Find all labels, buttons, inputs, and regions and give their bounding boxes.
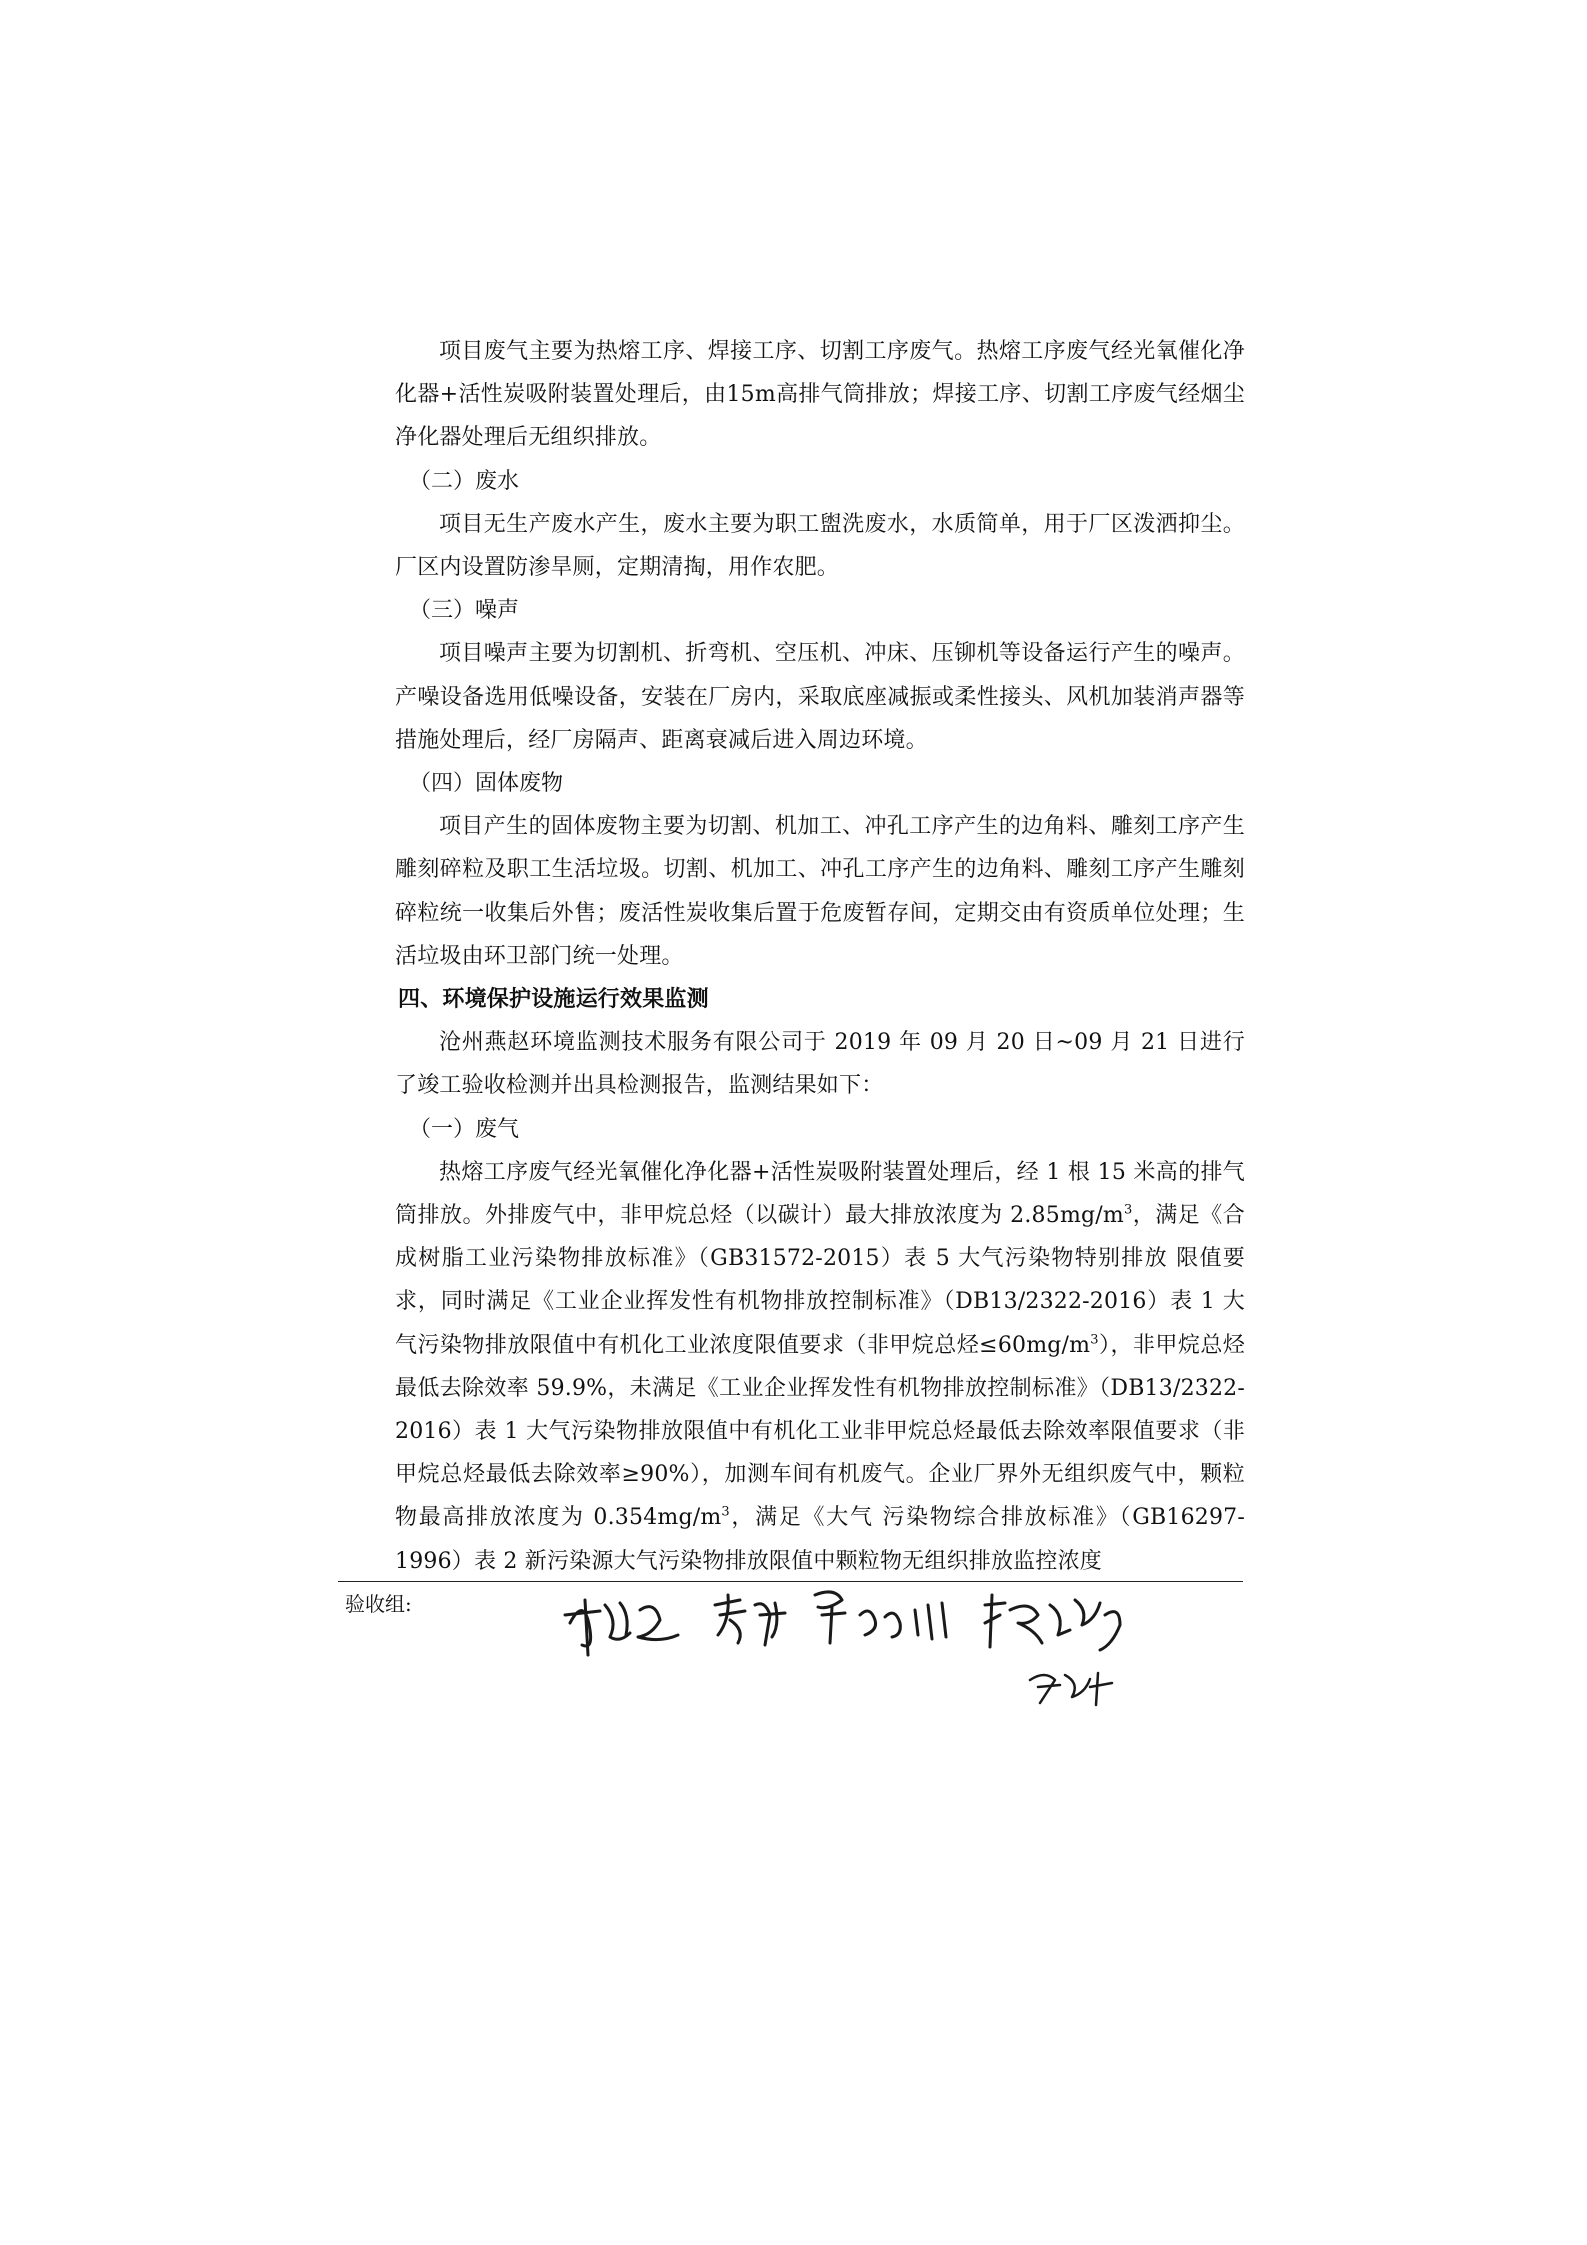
paragraph-noise: 项目噪声主要为切割机、折弯机、空压机、冲床、压铆机等设备运行产生的噪声。产噪设备选用低噪设备，安装在厂房内，采取底座减振或柔性接头、风机加装消声器等措施处理后，经厂房隔声、距离衰减后进入周边环境。 [395, 641, 1245, 753]
paragraph-solid-waste: 项目产生的固体废物主要为切割、机加工、冲孔工序产生的边角料、雕刻工序产生雕刻碎粒及职工生活垃圾。切割、机加工、冲孔工序产生的边角料、雕刻工序产生雕刻碎粒统一收集后外售；废活性炭收集后置于危废暂存间，定期交由有资质单位处理；生活垃圾由环卫部门统一处理。 [395, 814, 1245, 969]
superscript-3: 3 [1090, 1332, 1099, 1348]
superscript-3: 3 [1123, 1202, 1133, 1218]
section-title-monitoring: 四、环境保护设施运行效果监测 [398, 987, 709, 1013]
handwritten-signatures [560, 1575, 1200, 1715]
paragraph-wastewater: 项目无生产废水产生，废水主要为职工盥洗废水，水质简单，用于厂区泼洒抑尘。厂区内设置防渗旱厕，定期清掏，用作农肥。 [395, 511, 1245, 581]
heading-solid-waste: （四）固体废物 [409, 771, 564, 797]
exhaust-results-part-a: 热熔工序废气经光氧催化净化器+活性炭吸附装置处理后，经 1 根 15 米高的排气筒排放。外排废气中，非甲烷总烃（以碳计）最大排放浓度为 2.85mg/m [395, 1159, 1245, 1229]
signature-5 [1030, 1673, 1112, 1705]
heading-wastewater: （二）废水 [409, 468, 520, 494]
document-body [395, 330, 1245, 1583]
paragraph-exhaust-results [395, 1151, 1245, 1583]
signature-1 [565, 1600, 678, 1655]
exhaust-results-part-b: ，满足《合成树脂工业污染物排放标准》（GB31572-2015）表 5 大气污染物特别排放 限值要求，同时满足《工业企业挥发性有机物排放控制标准》（DB13/2322-2016）表 1 大气污染物排放限值中有机化工业浓度限值要求（非甲烷总烃≤60mg/m [395, 1203, 1245, 1358]
signature-2 [715, 1595, 785, 1645]
exhaust-results-part-d: ，满足《大气 污染物综合排放标准》（GB16297-1996）表 2 新污染源大气污染物排放限值中颗粒物无组织排放监控浓度 [395, 1505, 1246, 1574]
acceptance-group-label: 验收组: [345, 1592, 412, 1616]
exhaust-results-part-c: ），非甲烷总烃最低去除效率 59.9%，未满足《工业企业挥发性有机物排放控制标准》（DB13/2322-2016）表 1 大气污染物排放限值中有机化工业非甲烷总烃最低去除效率限值要求（非甲烷总烃最低去除效率≥90%），加测车间有机废气。企业厂界外无组织废气中，颗粒物最高排放浓度为 0.354mg/m [395, 1332, 1245, 1531]
superscript-3: 3 [721, 1505, 730, 1521]
paragraph-monitoring-intro: 沧州燕赵环境监测技术服务有限公司于 2019 年 09 月 20 日~09 月 21 日进行了竣工验收检测并出具检测报告，监测结果如下： [395, 1030, 1245, 1099]
signature-3 [815, 1592, 946, 1643]
paragraph-exhaust-summary: 项目废气主要为热熔工序、焊接工序、切割工序废气。热熔工序废气经光氧催化净化器+活性炭吸附装置处理后，由15m高排气筒排放；焊接工序、切割工序废气经烟尘净化器处理后无组织排放。 [395, 339, 1245, 451]
heading-noise: （三）噪声 [409, 598, 520, 624]
heading-exhaust: （一）废气 [409, 1116, 520, 1142]
signature-4 [985, 1595, 1120, 1650]
